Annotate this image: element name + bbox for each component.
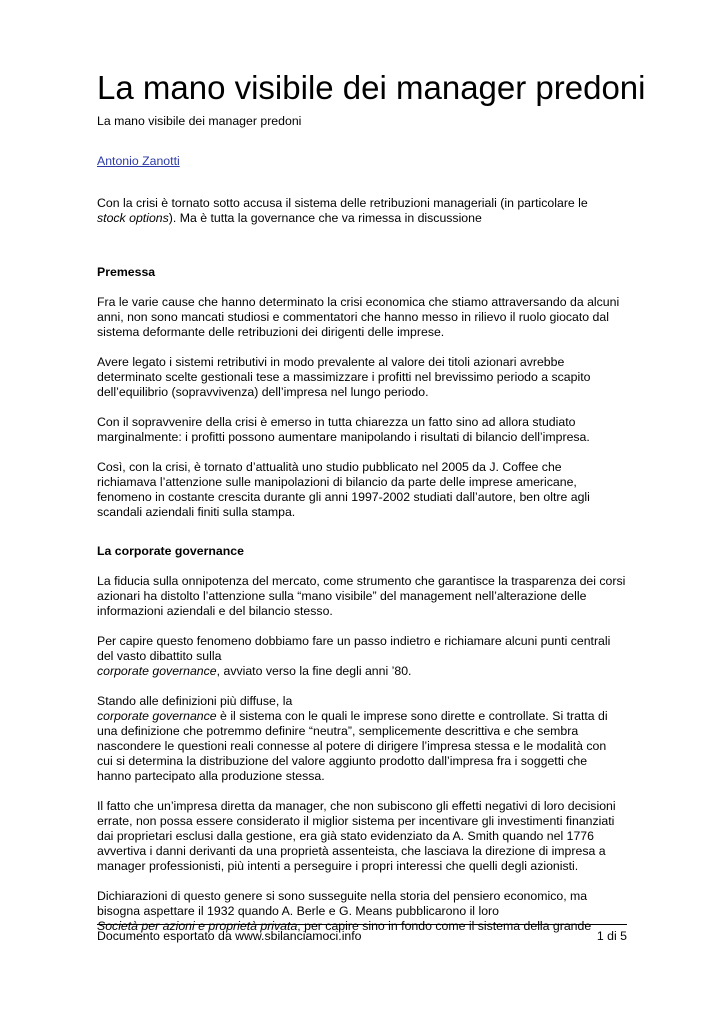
text-line: anni, non sono mancati studiosi e commentatori che hanno messo in rilievo il ruolo giocato dal: [97, 310, 609, 324]
text-line: informazioni aziendali e del bilancio stesso.: [97, 604, 333, 618]
text-line: Con la crisi è tornato sotto accusa il sistema delle retribuzioni manageriali (in particolare le: [97, 196, 588, 210]
page-number: 1 di 5: [596, 929, 627, 943]
text-line: avvertiva i danni derivanti da una proprietà assenteista, che lasciava la direzione di impresa a: [97, 844, 606, 858]
text-fragment: ). Ma è tutta la governance che va rimessa in discussione: [168, 211, 482, 225]
paragraph: [97, 634, 627, 679]
paragraph: [97, 460, 627, 520]
section-heading-corporate-governance: La corporate governance: [97, 544, 244, 558]
author-link[interactable]: Antonio Zanotti: [97, 154, 180, 168]
paragraph: [97, 415, 627, 445]
document-body: [97, 196, 627, 934]
paragraph: [97, 295, 627, 340]
text-line: del vasto dibattito sulla: [97, 649, 222, 663]
document-subtitle: La mano visibile dei manager predoni: [97, 114, 302, 128]
text-line: dell’equilibrio (sopravvivenza) dell’impresa nel lungo periodo.: [97, 385, 429, 399]
spacer: [97, 520, 627, 544]
text-line: Stando alle definizioni più diffuse, la: [97, 694, 293, 708]
spacer: [97, 340, 627, 355]
text-line: La fiducia sulla onnipotenza del mercato, come strumento che garantisce la trasparenza dei corsi: [97, 574, 626, 588]
text-line: manager professionisti, più intenti a perseguire i propri interessi che quelli degli azionisti.: [97, 859, 579, 873]
text-line: [97, 709, 627, 724]
document-title: La mano visibile dei manager predoni: [97, 69, 646, 106]
text-line: hanno partecipato alla produzione stessa.: [97, 769, 325, 783]
text-line: bisogna aspettare il 1932 quando A. Berle e G. Means pubblicarono il loro: [97, 904, 499, 918]
emphasis-text: corporate governance: [97, 709, 217, 723]
paragraph: [97, 694, 627, 784]
text-line: marginalmente: i profitti possono aumentare manipolando i risultati di bilancio dell’impresa.: [97, 430, 590, 444]
text-line: [97, 211, 627, 226]
text-line: nascondere le questioni reali connesse al potere di dirigere l’impresa stessa e le modalità con: [97, 739, 607, 753]
text-line: scandali aziendali finiti sulla stampa.: [97, 505, 296, 519]
spacer: [97, 445, 627, 460]
author-line: [97, 154, 180, 169]
text-fragment: è il sistema con le quali le imprese sono dirette e controllate. Si tratta di: [216, 709, 608, 723]
text-line: Fra le varie cause che hanno determinato la crisi economica che stiamo attraversando da alcuni: [97, 295, 620, 309]
text-line: Il fatto che un’impresa diretta da manager, che non subiscono gli effetti negativi di loro decisioni: [97, 799, 616, 813]
spacer: [97, 280, 627, 295]
lead-paragraph: [97, 196, 627, 226]
text-line: Con il sopravvenire della crisi è emerso in tutta chiarezza un fatto sino ad allora studiato: [97, 415, 576, 429]
text-line: [97, 664, 627, 679]
spacer: [97, 679, 627, 694]
text-line: Dichiarazioni di questo genere si sono susseguite nella storia del pensiero economico, ma: [97, 889, 588, 903]
text-fragment: , avviato verso la fine degli anni ’80.: [216, 664, 412, 678]
text-line: dai proprietari esclusi dalla gestione, era già stato evidenziato da A. Smith quando nel 1776: [97, 829, 594, 843]
spacer: [97, 784, 627, 799]
text-line: Così, con la crisi, è tornato d’attualità uno studio pubblicato nel 2005 da J. Coffee che: [97, 460, 562, 474]
spacer: [97, 874, 627, 889]
paragraph: [97, 799, 627, 874]
spacer: [97, 226, 627, 265]
emphasis-text: corporate governance: [97, 664, 217, 678]
text-line: fenomeno in costante crescita durante gli anni 1997-2002 studiati dall’autore, ben oltre agli: [97, 490, 590, 504]
paragraph: [97, 574, 627, 619]
emphasis-text: Società per azioni e proprietà privata: [97, 919, 298, 933]
text-line: Per capire questo fenomeno dobbiamo fare un passo indietro e richiamare alcuni punti centrali: [97, 634, 611, 648]
text-line: azionari ha distolto l’attenzione sulla “mano visibile” del management nell’alterazione delle: [97, 589, 587, 603]
text-fragment: , per capire sino in fondo come il sistema della grande: [297, 919, 592, 933]
text-line: errate, non possa essere considerato il miglior sistema per incentivare gli investimenti finanziati: [97, 814, 615, 828]
text-line: una definizione che potremmo definire “neutra”, semplicemente descrittiva e che sembra: [97, 724, 579, 738]
text-line: richiamava l’attenzione sulle manipolazioni di bilancio da parte delle imprese americane,: [97, 475, 577, 489]
section-heading-premessa: Premessa: [97, 265, 156, 279]
text-line: cui si determina la distribuzione del valore aggiunto prodotto dall’impresa fra i soggetti che: [97, 754, 588, 768]
spacer: [97, 400, 627, 415]
spacer: [97, 559, 627, 574]
text-line: sistema deformante delle retribuzioni dei dirigenti delle imprese.: [97, 325, 445, 339]
footer-divider: [97, 924, 627, 925]
spacer: [97, 619, 627, 634]
footer-source-text: Documento esportato da www.sbilanciamoci.info: [97, 929, 362, 943]
paragraph: [97, 355, 627, 400]
emphasis-text: stock options: [97, 211, 169, 225]
text-line: determinato scelte gestionali tese a massimizzare i profitti nel brevissimo periodo a scapito: [97, 370, 591, 384]
text-line: Avere legato i sistemi retributivi in modo prevalente al valore dei titoli azionari avrebbe: [97, 355, 565, 369]
paragraph: [97, 889, 627, 934]
